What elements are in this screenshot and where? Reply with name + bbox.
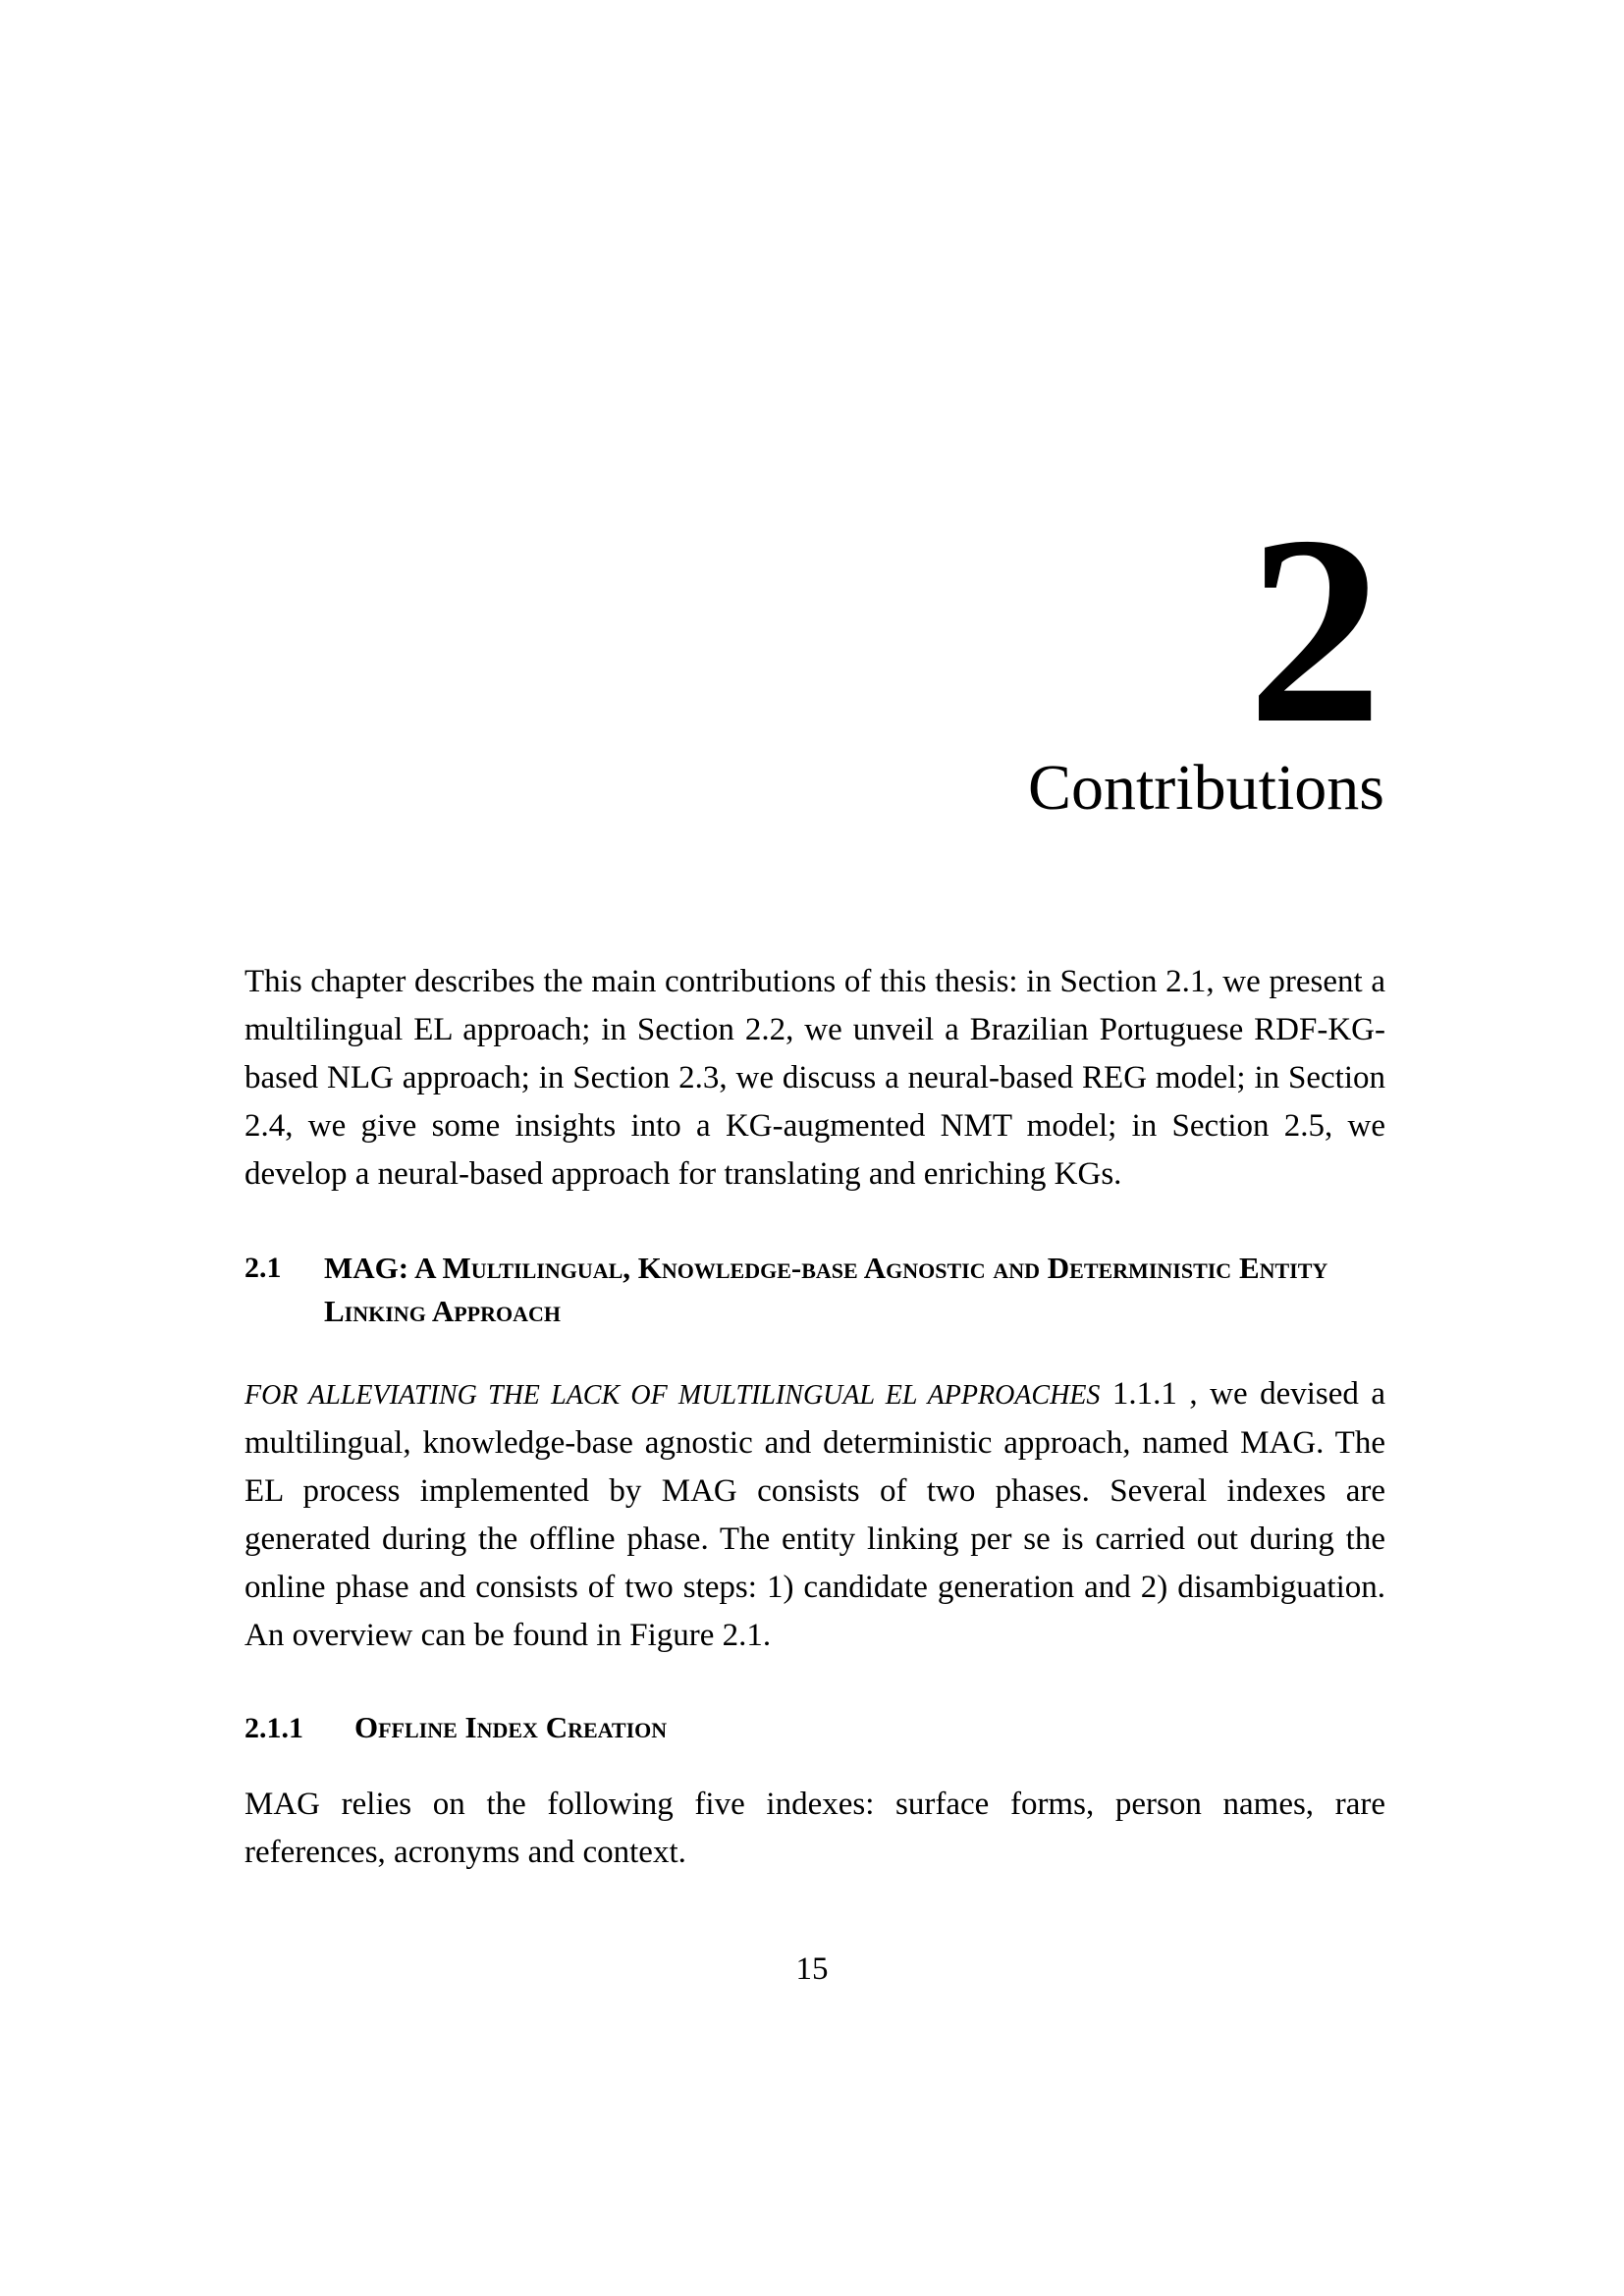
subsection-paragraph: MAG relies on the following five indexes: surface forms, person names, rare references, acronyms and context. xyxy=(244,1787,1385,1870)
subsection-number: 2.1.1 xyxy=(244,1712,303,1744)
section-number: 2.1 xyxy=(244,1252,282,1284)
chapter-title: Contributions xyxy=(1027,752,1384,824)
section-paragraph-text: 1.1.1 , we devised a multilingual, knowledge-base agnostic and deterministic approach, named MAG. The EL process implemented by MAG consists of two phases. Several indexes are generated during the offline phase. The entity linking per se is carried out during the online phase and consists of two steps: 1) candidate generation and 2) disambiguation. An overview can be found in Figure 2.1. xyxy=(244,1376,1385,1653)
chapter-number: 2 xyxy=(1247,481,1382,779)
runin-heading: FOR ALLEVIATING THE LACK OF MULTILINGUAL EL APPROACHES xyxy=(244,1380,1101,1411)
section-title: MAG: A Multilingual, Knowledge-base Agnostic and Deterministic Entity Linking Approach xyxy=(324,1251,1328,1328)
subsection-title: Offline Index Creation xyxy=(354,1710,668,1744)
subsection-heading xyxy=(244,1706,667,1750)
section-paragraph xyxy=(244,1370,1385,1660)
section-heading xyxy=(244,1247,1393,1333)
page-number: 15 xyxy=(795,1951,829,1987)
intro-paragraph: This chapter describes the main contributions of this thesis: in Section 2.1, we present a multilingual EL approach; in Section 2.2, we unveil a Brazilian Portuguese RDF-KG-based NLG approach; in Section 2.3, we discuss a neural-based REG model; in Section 2.4, we give some insights into a KG-augmented NMT model; in Section 2.5, we develop a neural-based approach for translating and enriching KGs. xyxy=(244,964,1385,1192)
